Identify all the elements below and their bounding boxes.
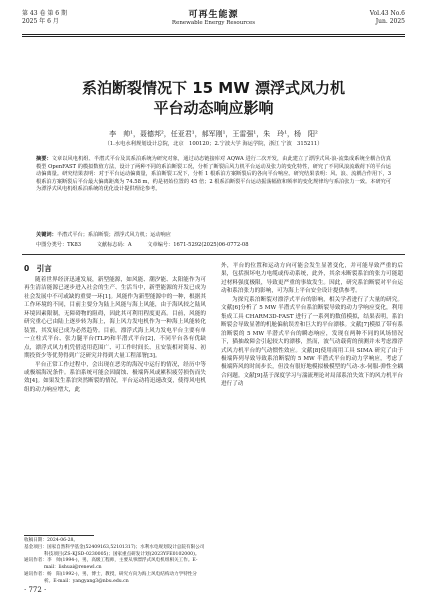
header-rule-thin xyxy=(22,36,405,37)
body-paragraph: 为探究系泊断裂对漂浮式平台的影响，相关学者进行了大量的研究。文献[6]分析了 5 MW 半潜式平台系泊断裂导致的动力学响应变化，利用集成工具 CHARM3D-FAST 进行了一系列的数值模拟，结果表明，系泊断裂会导致显著的机舱偏航误差和巨大的平台漂移。文献[7]模拟了带有系泊断裂的 5 MW 半潜式平台的瞬态响应，发现在两种不同的风场情况下，猫抽故障会引起较大的漂移，然而，波气动载荷的预测并未考虑漂浮式风力机平台的气动惯性效应。文献[8]使用商用工具 SIMA 研究了由于极端阵列导致导致系泊断裂的 5 MW 半潜式平台的动力学响应，考虑了极端阵风的时间步长，但没有很好地模拟极模型的气动-水-伺服-弹性全耦合问题。文献[9]基于深度学习与湍流理论对局部系泊失效下的风力机平台进行了动 xyxy=(221,296,403,388)
journal-name-en: Renewable Energy Resources xyxy=(171,20,256,26)
body-paragraph: 平台正常工作过程中，会出现在恶劣的海况中运行的情况，经历中等或极端海况条件。系泊系统可能会因腐蚀、极端阵风或累积疲劳损伤而失效[4]。如果发生系泊突然断裂的情况，平台运动将迅速改变，使得风电机组的动力响应增大，此 xyxy=(24,361,206,393)
footnote-received-date: 收稿日期：2024-06-28。 xyxy=(24,538,79,543)
abstract-separator xyxy=(22,254,405,255)
volume-issue-en-line: Vol.43 No.6 xyxy=(369,10,405,17)
keywords-label: 关键词： xyxy=(36,232,57,238)
page-number: · 772 · xyxy=(24,586,47,594)
header-rule-thick xyxy=(22,34,405,35)
journal-header xyxy=(22,10,405,34)
clc-number: 中图分类号：TK83 xyxy=(36,242,82,248)
footnote-first-author: 通讯作者：李 帅(1994-)，男，高级工程师，主要从事漂浮式风电机组相关工作。E-mail：lishuai@renewl.cn xyxy=(24,558,198,571)
footnote-funding: 基金项目：国家自然科学基金(52409163,52101317)；水利水电规划设计总院有限公司科技项目(ZS-KJSD-0230005)；国家重点研发计划(2023YFE0102000)。 xyxy=(24,544,205,557)
author-list: 李 帅¹，聂德邦²，任亚君¹，郝军刚¹，王雷强¹，朱 玲¹，杨 阳² xyxy=(109,130,318,138)
footnote-rule xyxy=(24,535,94,536)
volume-issue-cn: 第 43 卷 第 6 期 xyxy=(22,10,67,17)
keywords-text: 半潜式平台；系泊断裂；漂浮式风力机；运动响应 xyxy=(56,232,171,238)
classification-line xyxy=(36,242,391,250)
abstract-text: 文章以风电机组、半潜式平台及其系泊系统为研究对象，通过动态链接库对 AQWA 进行二次开发，由此建立了漂浮式风-浪-流集成系统全耦合仿真模型 OpenFAST 的模拟数值方法，设计了两种不同的系泊断裂工况，分析了断裂后风力机平台运动及张力的变化特性，研究了不同风浪流载荷下的平台运动偏离量。研究结果表明：对于平台运动偏离量，系泊断裂工况下，分析 1 根系泊方案断裂后的各向平台响应。研究结果表明：风、浪、流耦合作用下，3 根系泊方案断裂后平台最大偏离距离为 74.58 m，约是初始位置的 45 倍；2 根系泊断裂平台运动振荡幅值和频率的变化规律均与系泊张力一致。本研究可为漂浮式风电机组系泊系统的优化设计提供理论参考。 xyxy=(36,156,391,193)
abstract-label: 摘要： xyxy=(36,156,52,162)
body-column-right xyxy=(221,262,403,389)
journal-name xyxy=(22,10,405,27)
document-code: 文献标志码：A xyxy=(96,242,132,248)
date-en: Jun. 2025 xyxy=(375,18,405,25)
section-heading-intro: 0 引言 xyxy=(24,264,52,273)
keywords xyxy=(36,232,391,240)
date-cn: 2025 年 6 月 xyxy=(22,18,59,25)
affiliations: （1.水电水利规划设计总院，北京 100120；2.宁波大学 海运学院，浙江 宁波 315211） xyxy=(104,141,323,147)
abstract xyxy=(36,156,391,194)
paper-title xyxy=(30,78,397,118)
body-column-left xyxy=(24,262,206,394)
volume-issue-en xyxy=(370,10,405,26)
article-number: 文章编号：1671-5292(2025)06-0772-08 xyxy=(147,242,249,248)
footnotes xyxy=(24,538,206,586)
title-line-2: 平台动态响应影响 xyxy=(153,99,274,117)
body-paragraph: 外，平台的位置和运动方向可能会发生显著变化，并可能导致严重的后果，包括损坏电力电缆或传动系统，此外，其余未断裂系泊的张力可能超过材料强度极限，导致更严重的事故发生。因此，研究系泊断裂对平台运动和系泊张力的影响，可为海上平台安全设计提供参考。 xyxy=(221,263,403,295)
body-paragraph: 随着世界经济迅速发展，新型能源，如风能、潮汐能、太阳能作为可再生清洁能源已逐步进入社会的生产、生活当中，新型能源的开发已成为社会发展中不可或缺的重要一环[1]。风能作为新型能源中的一种，根据其工作环境的不同，目前主要分为陆上风能与海上风能，由于海风较之陆风环境因素限制，无障碍物的阻碍，因此其可利用程度更高。目前，风能的研究重心已由陆上逐步转为海上，海上风力发电机作为一种海上风能转化装置，其发展已成为必然趋势。目前，漂浮式海上风力发电平台主要有单一立柱式平台、张力腿平台(TLP)和半潜式平台[2]，不同平台各有优缺点，漂浮式风力机凭借适用范围广、可工作时间长、且安装相对简易、初期投资少等优势得到广泛研究并得到大量工程部署[3]。 xyxy=(24,277,206,360)
footnote-corresponding-author: 通讯作者：杨 阳(1992-)，男，博士，教授，研究方向为海上风电结构动力学特性分析。E-mail：yangyang3@nbu.edu.cn xyxy=(24,571,198,584)
journal-name-cn: 可再生能源 xyxy=(188,10,239,20)
title-line-1: 系泊断裂情况下 15 MW 漂浮式风力机 xyxy=(81,79,345,97)
